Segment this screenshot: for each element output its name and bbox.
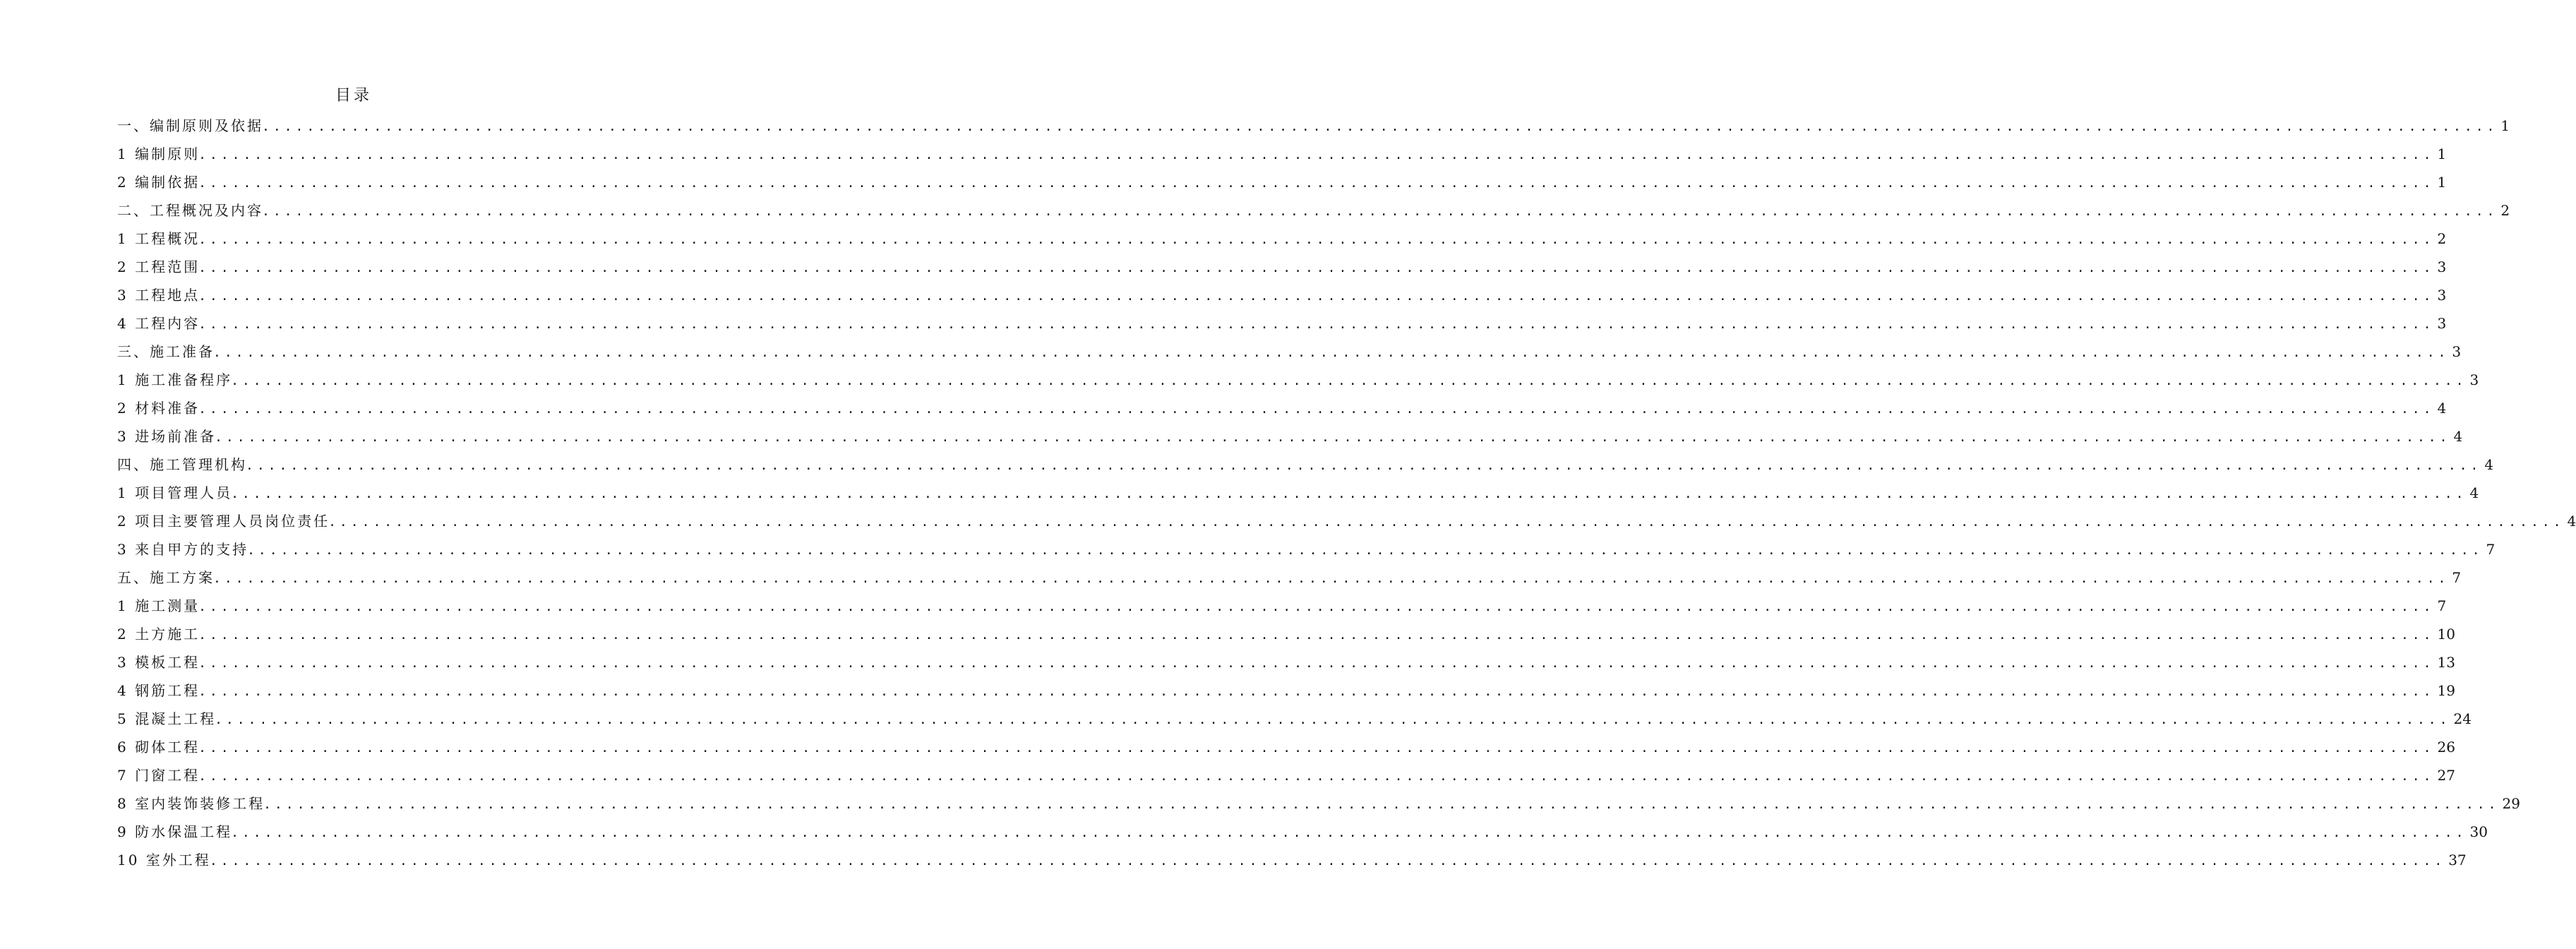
toc-entry-label: 9 防水保温工程 <box>117 823 233 840</box>
toc-entry[interactable] <box>117 366 2479 394</box>
toc-entry[interactable] <box>117 309 2447 338</box>
toc-entry[interactable] <box>117 450 2494 479</box>
toc-entry[interactable] <box>117 648 2455 676</box>
toc-entry-label: 3 模板工程 <box>117 654 200 671</box>
toc-entry[interactable] <box>117 168 2447 196</box>
toc-entry-label: 3 进场前准备 <box>117 428 217 445</box>
toc-entry-label: 1 编制原则 <box>117 145 200 162</box>
toc-dot-leader: ........................................................................................................................................................................................................ <box>209 854 2446 869</box>
toc-entry[interactable] <box>117 733 2455 761</box>
toc-entry-label: 1 施工测量 <box>117 597 200 614</box>
toc-dot-leader: ........................................................................................................................................................................................................ <box>198 261 2435 275</box>
toc-entry[interactable] <box>117 394 2447 422</box>
toc-entry[interactable] <box>117 225 2447 253</box>
toc-entry[interactable] <box>117 761 2455 789</box>
toc-entry[interactable] <box>117 479 2479 507</box>
toc-entry[interactable] <box>117 281 2447 309</box>
toc-entry[interactable] <box>117 422 2463 450</box>
toc-entry-page-number: 1 <box>2500 117 2510 134</box>
toc-entry-label: 2 编制依据 <box>117 174 200 191</box>
toc-entry-label: 2 土方施工 <box>117 626 200 643</box>
toc-entry-page-number: 3 <box>2437 258 2447 275</box>
toc-entry-label: 6 砌体工程 <box>117 739 200 756</box>
toc-entry-page-number: 37 <box>2448 852 2467 869</box>
toc-entry-label: 10 室外工程 <box>117 852 211 869</box>
toc-dot-leader: ........................................................................................................................................................................................................ <box>198 289 2435 304</box>
toc-dot-leader: ........................................................................................................................................................................................................ <box>198 402 2435 417</box>
toc-entry[interactable] <box>117 563 2462 592</box>
toc-dot-leader: ........................................................................................................................................................................................................ <box>198 317 2435 332</box>
toc-entry-label: 二、工程概况及内容 <box>117 202 263 219</box>
toc-dot-leader: ........................................................................................................................................................................................................ <box>198 628 2435 643</box>
toc-dot-leader: ........................................................................................................................................................................................................ <box>198 684 2435 699</box>
toc-dot-leader: ........................................................................................................................................................................................................ <box>198 148 2435 162</box>
toc-dot-leader: ........................................................................................................................................................................................................ <box>198 769 2435 784</box>
toc-entry-page-number: 26 <box>2437 739 2455 756</box>
toc-entry[interactable] <box>117 140 2447 168</box>
toc-entry-label: 3 来自甲方的支持 <box>117 541 249 558</box>
toc-entry-page-number: 29 <box>2502 795 2520 812</box>
toc-entry[interactable] <box>117 196 2510 225</box>
toc-entry-label: 2 工程范围 <box>117 258 200 275</box>
toc-entry-label: 8 室内装饰装修工程 <box>117 795 265 812</box>
toc-entry-label: 4 工程内容 <box>117 315 200 332</box>
toc-dot-leader: ........................................................................................................................................................................................................ <box>198 232 2435 247</box>
toc-entry[interactable] <box>117 535 2496 563</box>
toc-entry-label: 五、施工方案 <box>117 569 215 586</box>
toc-entry[interactable] <box>117 253 2447 281</box>
toc-dot-leader: ........................................................................................................................................................................................................ <box>246 458 2482 473</box>
toc-entry-label: 1 工程概况 <box>117 230 200 247</box>
toc-entry[interactable] <box>117 846 2467 874</box>
toc-entry-label: 5 混凝土工程 <box>117 710 217 727</box>
toc-entry[interactable] <box>117 338 2462 366</box>
toc-entry-page-number: 30 <box>2469 823 2488 840</box>
toc-dot-leader: ........................................................................................................................................................................................................ <box>198 656 2435 671</box>
toc-dot-leader: ........................................................................................................................................................................................................ <box>328 515 2565 530</box>
toc-entry[interactable] <box>117 676 2455 705</box>
toc-entry[interactable] <box>117 507 2576 535</box>
toc-entry-page-number: 4 <box>2469 484 2479 501</box>
toc-entry-page-number: 13 <box>2437 654 2455 671</box>
toc-entry-label: 四、施工管理机构 <box>117 456 247 473</box>
toc-entry-page-number: 3 <box>2437 287 2447 304</box>
toc-entry[interactable] <box>117 620 2455 648</box>
toc-entry-page-number: 4 <box>2567 513 2576 530</box>
toc-dot-leader: ........................................................................................................................................................................................................ <box>247 543 2484 558</box>
toc-entry-label: 三、施工准备 <box>117 343 215 360</box>
toc-dot-leader: ........................................................................................................................................................................................................ <box>215 430 2451 445</box>
toc-entry[interactable] <box>117 818 2488 846</box>
toc-entry[interactable] <box>117 705 2472 733</box>
toc-dot-leader: ........................................................................................................................................................................................................ <box>231 825 2467 840</box>
toc-entry-page-number: 2 <box>2500 202 2510 219</box>
toc-entry-label: 1 项目管理人员 <box>117 484 233 501</box>
toc-entry-label: 4 钢筋工程 <box>117 682 200 699</box>
toc-dot-leader: ........................................................................................................................................................................................................ <box>213 345 2450 360</box>
toc-entry-label: 一、编制原则及依据 <box>117 117 263 134</box>
toc-entry-page-number: 3 <box>2469 371 2479 388</box>
toc-entry-label: 3 工程地点 <box>117 287 200 304</box>
toc-dot-leader: ........................................................................................................................................................................................................ <box>198 741 2435 756</box>
toc-entry-label: 2 项目主要管理人员岗位责任 <box>117 513 330 530</box>
toc-entry-page-number: 2 <box>2437 230 2447 247</box>
toc-entry-page-number: 1 <box>2437 145 2447 162</box>
table-of-contents <box>117 112 2576 874</box>
toc-dot-leader: ........................................................................................................................................................................................................ <box>263 797 2500 812</box>
toc-dot-leader: ........................................................................................................................................................................................................ <box>262 119 2498 134</box>
toc-entry-page-number: 7 <box>2486 541 2496 558</box>
toc-entry[interactable] <box>117 789 2520 818</box>
toc-entry-page-number: 4 <box>2453 428 2463 445</box>
toc-entry-page-number: 1 <box>2437 174 2447 191</box>
toc-entry-page-number: 27 <box>2437 767 2455 784</box>
toc-entry[interactable] <box>117 592 2447 620</box>
toc-entry-page-number: 3 <box>2452 343 2462 360</box>
toc-dot-leader: ........................................................................................................................................................................................................ <box>231 487 2467 501</box>
toc-entry-page-number: 19 <box>2437 682 2455 699</box>
toc-dot-leader: ........................................................................................................................................................................................................ <box>198 599 2435 614</box>
toc-dot-leader: ........................................................................................................................................................................................................ <box>262 204 2498 219</box>
toc-entry-page-number: 24 <box>2453 710 2472 727</box>
toc-dot-leader: ........................................................................................................................................................................................................ <box>231 374 2467 388</box>
toc-entry-page-number: 4 <box>2437 400 2447 417</box>
toc-entry-page-number: 3 <box>2437 315 2447 332</box>
toc-dot-leader: ........................................................................................................................................................................................................ <box>215 712 2451 727</box>
page-title: 目录 <box>335 87 372 105</box>
toc-dot-leader: ........................................................................................................................................................................................................ <box>198 176 2435 191</box>
toc-dot-leader: ........................................................................................................................................................................................................ <box>213 571 2450 586</box>
toc-entry[interactable] <box>117 112 2510 140</box>
toc-entry-page-number: 10 <box>2437 626 2455 643</box>
toc-entry-page-number: 4 <box>2484 456 2494 473</box>
toc-entry-label: 2 材料准备 <box>117 400 200 417</box>
toc-entry-label: 1 施工准备程序 <box>117 371 233 388</box>
toc-entry-page-number: 7 <box>2452 569 2462 586</box>
toc-entry-page-number: 7 <box>2437 597 2447 614</box>
toc-entry-label: 7 门窗工程 <box>117 767 200 784</box>
